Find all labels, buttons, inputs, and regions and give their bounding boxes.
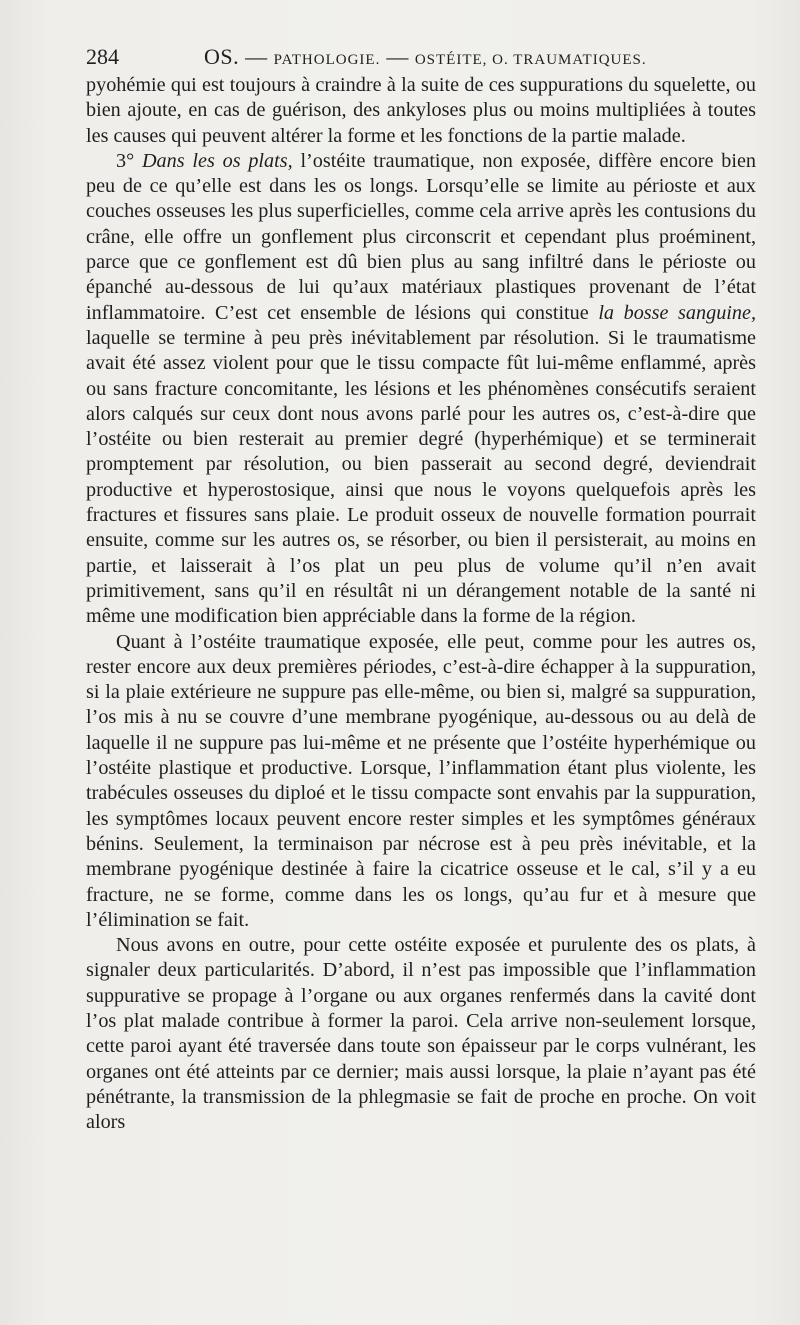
page-body <box>86 73 756 1135</box>
section-number: 3° <box>116 149 135 172</box>
header-dash: — <box>245 44 268 69</box>
running-head <box>204 44 647 73</box>
header-dash: — <box>386 44 409 69</box>
paragraph-text: laquelle se termine à peu près inévitablement par résolution. Si le traumatisme avait été assez violent pour que le tissu compacte fût lui-même enflammé, après ou sans fracture concomitante, les lésions et les phénomènes consécutifs seraient alors calqués sur ceux dont nous avons parlé pour les autres os, c’est-à-dire que l’ostéite ou bien resterait au premier degré (hyperhémique) et se terminerait promptement par résolution, ou bien passerait au second degré, deviendrait productive et hyperostosique, ainsi que nous le voyons quelquefois après les fractures et fissures sans plaie. Le produit osseux de nouvelle formation pourrait ensuite, comme sur les autres os, se résorber, ou bien il persisterait, au moins en partie, et laisserait à l’os plat un peu plus de volume qu’il n’en avait primitivement, sans qu’il en résultât ni un dérangement notable de la santé ni même une modification bien appréciable dans la forme de la région. <box>86 326 756 628</box>
italic-term: la bosse sanguine, <box>598 301 756 324</box>
paragraph-text: l’ostéite traumatique, non exposée, diffère encore bien peu de ce qu’elle est dans les os longs. Lorsqu’elle se limite au périoste et aux couches osseuses les plus superficielles, comme cela arrive après les contusions du crâne, elle offre un gonflement plus circonscrit et cependant plus proéminent, parce que ce gonflement est dû bien plus au sang infiltré dans le périoste ou épanché au-dessous de lui qu’aux matériaux plastiques provenant de l’état inflammatoire. C’est cet ensemble de lésions qui constitue <box>86 149 757 324</box>
running-header <box>86 44 756 70</box>
italic-lead: Dans les os plats, <box>141 149 293 172</box>
page-number: 284 <box>86 44 119 69</box>
header-section: OS. <box>204 44 240 69</box>
paragraph <box>86 149 756 630</box>
paragraph: Nous avons en outre, pour cette ostéite exposée et purulente des os plats, à signaler deux particularités. D’abord, il n’est pas impossible que l’inflammation suppurative se propage à l’organe ou aux organes renfermés dans la cavité dont l’os plat malade contribue à former la paroi. Cela arrive non-seulement lorsque, cette paroi ayant été traversée dans toute son épaisseur par le corps vulnérant, les organes ont été atteints par ce dernier; mais aussi lorsque, la plaie n’ayant pas été pénétrante, la transmission de la phlegmasie se fait de proche en proche. On voit alors <box>86 934 756 1134</box>
header-subject: PATHOLOGIE. <box>273 52 381 68</box>
header-topic: OSTÉITE, O. TRAUMATIQUES. <box>414 52 647 68</box>
paragraph: Quant à l’ostéite traumatique exposée, elle peut, comme pour les autres os, rester encore aux deux premières périodes, c’est-à-dire échapper à la suppuration, si la plaie extérieure ne suppure pas elle-même, ou bien si, malgré sa suppuration, l’os mis à nu se couvre d’une membrane pyogénique, au-dessous ou au delà de laquelle il ne suppure pas lui-même et ne présente que l’ostéite hyperhémique ou l’ostéite plastique et productive. Lorsque, l’inflammation étant plus violente, les trabécules osseuses du diploé et le tissu compacte sont envahis par la suppuration, les symptômes locaux peuvent encore rester simples et les symptômes généraux bénins. Seulement, la terminaison par nécrose est à peu près inévitable, et la membrane pyogénique destinée à faire la cicatrice osseuse et le cal, s’il y a eu fracture, ne se forme, comme dans les os longs, qu’au fur et à mesure que l’élimination se fait. <box>86 630 756 931</box>
paragraph: pyohémie qui est toujours à craindre à la suite de ces suppurations du squelette, ou bien ajoute, en cas de guérison, des ankyloses plus ou moins multipliées à toutes les causes qui peuvent altérer la forme et les fonctions de la partie malade. <box>86 74 756 147</box>
